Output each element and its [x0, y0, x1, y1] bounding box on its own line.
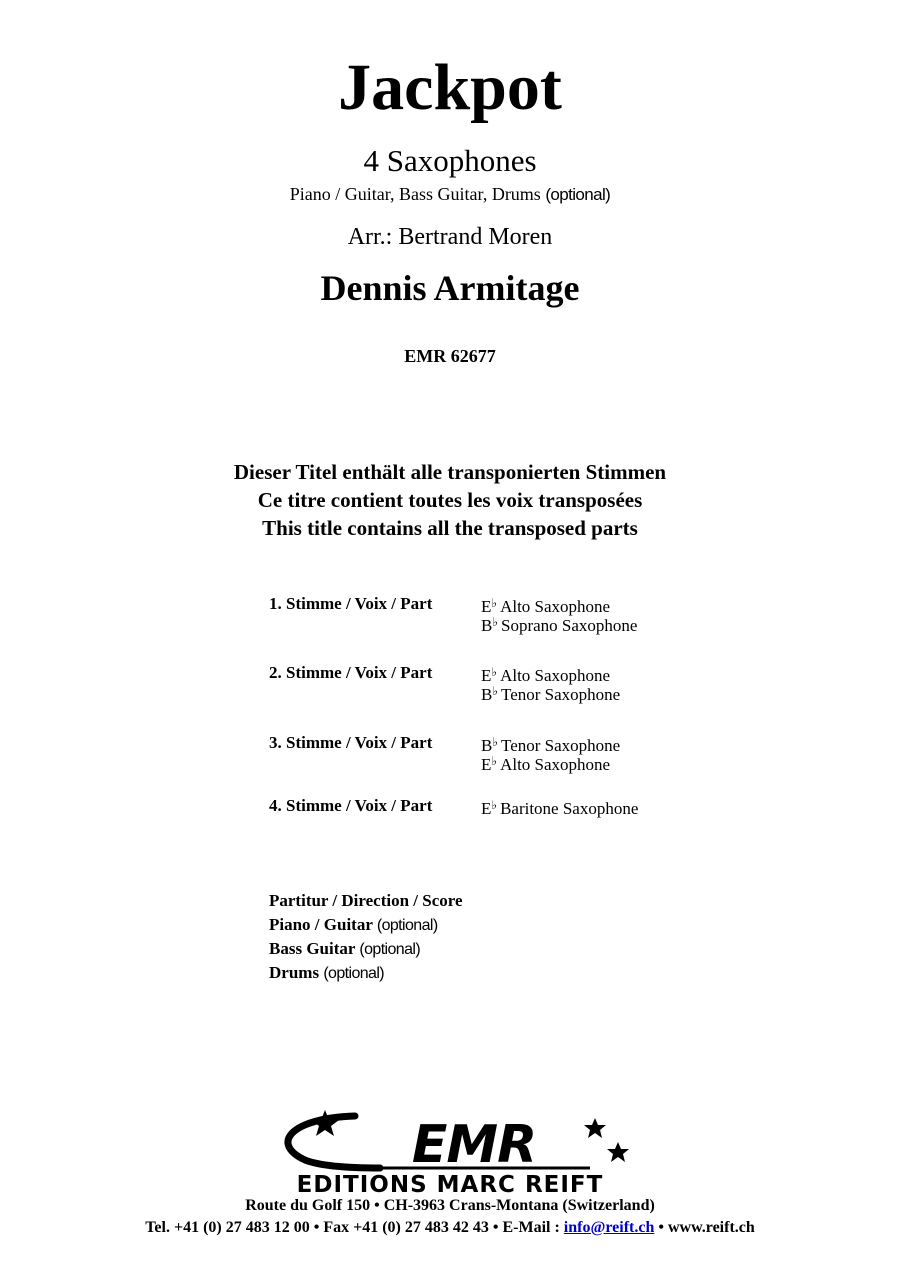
instrumentation [0, 182, 900, 207]
extra-part: Partitur / Direction / Score [269, 891, 463, 910]
publisher-contact: Tel. +41 (0) 27 483 12 00 • Fax +41 (0) 27 483 42 43 • E-Mail : info@reift.ch • www.reift.ch [145, 1219, 755, 1236]
extra-part: Bass Guitar (optional) [269, 939, 421, 958]
instrumentation-optional: (optional) [545, 185, 611, 204]
email-link[interactable]: info@reift.ch [563, 1219, 655, 1236]
part-label: 2. Stimme / Voix / Part [269, 663, 433, 682]
notice-french: Ce titre contient toutes les voix transposées [257, 488, 643, 512]
instrument-line: B♭ Soprano Saxophone [481, 615, 638, 635]
part-instruments [481, 796, 639, 818]
flat-icon: ♭ [491, 596, 498, 610]
composer: Dennis Armitage [320, 268, 580, 308]
arranger: Arr.: Bertrand Moren [347, 224, 553, 250]
catalog-number: EMR 62677 [404, 346, 496, 366]
extra-part: Piano / Guitar (optional) [269, 915, 438, 934]
notice-english: This title contains all the transposed parts [262, 516, 638, 540]
transposition-notice [0, 458, 900, 542]
part-label: 3. Stimme / Voix / Part [269, 733, 433, 752]
part-instruments [481, 594, 638, 635]
publisher-name: EDITIONS MARC REIFT [296, 1172, 604, 1196]
extra-part: Drums (optional) [269, 963, 385, 982]
subtitle: 4 Saxophones [363, 143, 537, 178]
instrument-line: B♭ Tenor Saxophone [481, 684, 621, 704]
publisher-address: Route du Golf 150 • CH-3963 Crans-Montana (Switzerland) [245, 1197, 655, 1214]
flat-icon: ♭ [492, 684, 499, 698]
instrument-line: E♭ Baritone Saxophone [481, 798, 639, 818]
instrument-line: B♭ Tenor Saxophone [481, 735, 621, 755]
flat-icon: ♭ [491, 665, 498, 679]
flat-icon: ♭ [492, 615, 499, 629]
flat-icon: ♭ [492, 735, 499, 749]
publisher-logo [0, 1104, 900, 1196]
flat-icon: ♭ [491, 798, 498, 812]
instrument-line: E♭ Alto Saxophone [481, 665, 611, 685]
instrument-line: E♭ Alto Saxophone [481, 754, 611, 774]
notice-german: Dieser Titel enthält alle transponierten Stimmen [233, 460, 667, 484]
logo-text: EMR [411, 1115, 537, 1175]
page-title: Jackpot [338, 51, 562, 124]
part-label: 1. Stimme / Voix / Part [269, 594, 433, 613]
part-label: 4. Stimme / Voix / Part [269, 796, 433, 815]
flat-icon: ♭ [491, 754, 498, 768]
part-instruments [481, 663, 621, 704]
part-instruments [481, 733, 621, 774]
instrumentation-main: Piano / Guitar, Bass Guitar, Drums [289, 184, 546, 204]
instrument-line: E♭ Alto Saxophone [481, 596, 611, 616]
extra-parts-list [269, 889, 463, 985]
emr-logo-icon [260, 1104, 640, 1196]
